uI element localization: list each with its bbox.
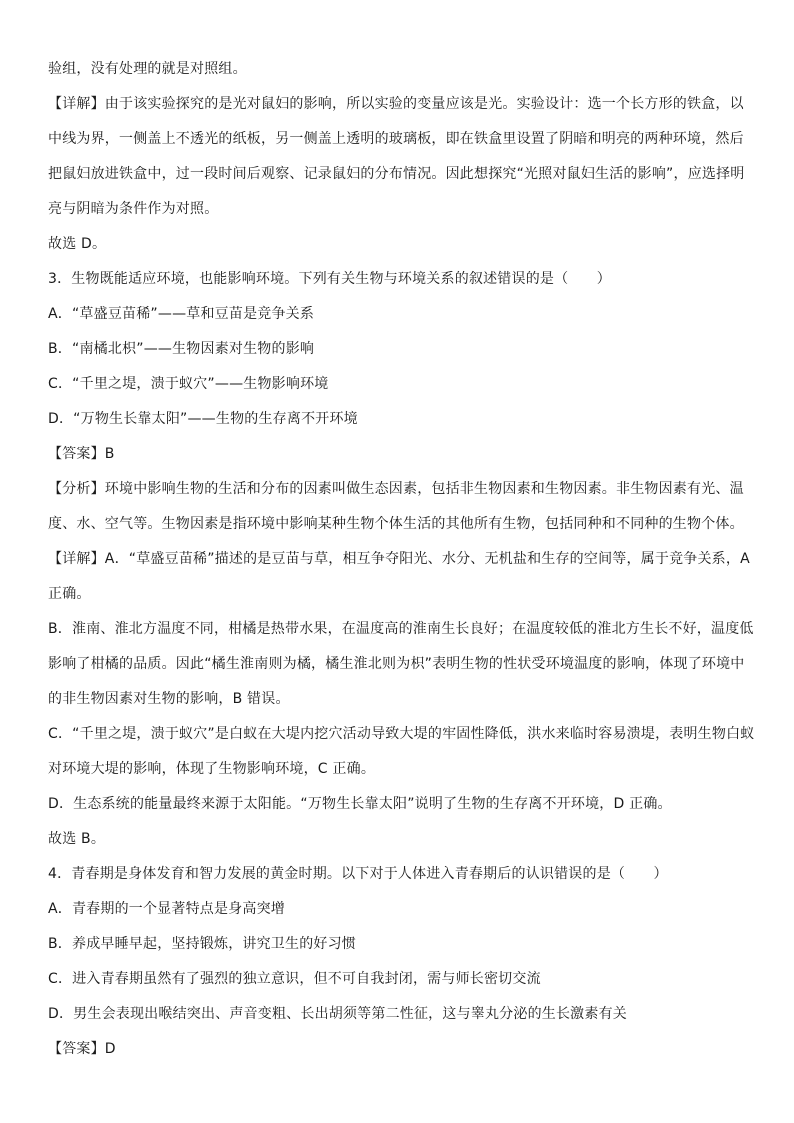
- text-line: 中线为界，一侧盖上不透光的纸板，另一侧盖上透明的玻璃板，即在铁盒里设置了阴暗和明亮的两种环境，然后: [48, 131, 744, 147]
- text-line: 验组，没有处理的就是对照组。: [48, 61, 247, 77]
- question-3-stem: 3．生物既能适应环境，也能影响环境。下列有关生物与环境关系的叙述错误的是（ ）: [48, 271, 611, 287]
- question-4-option-c: C．进入青春期虽然有了强烈的独立意识，但不可自我封闭，需与师长密切交流: [48, 971, 541, 987]
- text-line: C．“千里之堤，溃于蚁穴”是白蚁在大堤内挖穴活动导致大堤的牢固性降低，洪水来临时容易溃堤，表明生物白蚁: [48, 726, 755, 742]
- text-line: 度、水、空气等。生物因素是指环境中影响某种生物个体生活的其他所有生物，包括同种和不同种的生物个体。: [48, 516, 744, 532]
- text-line: 把鼠妇放进铁盒中，过一段时间后观察、记录鼠妇的分布情况。因此想探究“光照对鼠妇生活的影响”，应选择明: [48, 166, 745, 182]
- conclusion-line: 故选 B。: [48, 831, 106, 847]
- text-line: 正确。: [48, 586, 91, 602]
- text-line: 影响了柑橘的品质。因此“橘生淮南则为橘，橘生淮北则为枳”表明生物的性状受环境温度的影响，体现了环境中: [48, 656, 745, 672]
- question-4-option-b: B．养成早睡早起，坚持锻炼，讲究卫生的好习惯: [48, 936, 357, 952]
- text-line: 对环境大堤的影响，体现了生物影响环境，C 正确。: [48, 761, 376, 777]
- question-3-answer: 【答案】B: [48, 446, 115, 462]
- question-4-option-d: D．男生会表现出喉结突出、声音变粗、长出胡须等第二性征，这与睾丸分泌的生长激素有关: [48, 1006, 627, 1022]
- text-line: 的非生物因素对生物的影响，B 错误。: [48, 691, 290, 707]
- question-3-option-c: C．“千里之堤，溃于蚁穴”——生物影响环境: [48, 376, 329, 392]
- text-line: B．淮南、淮北方温度不同，柑橘是热带水果，在温度高的淮南生长良好；在温度较低的淮北方生长不好，温度低: [48, 621, 754, 637]
- question-4-option-a: A．青春期的一个显著特点是身高突增: [48, 901, 285, 917]
- question-4-answer: 【答案】D: [48, 1041, 116, 1057]
- question-3-option-a: A．“草盛豆苗稀”——草和豆苗是竞争关系: [48, 306, 315, 322]
- text-line: D．生态系统的能量最终来源于太阳能。“万物生长靠太阳”说明了生物的生存离不开环境，D 正确。: [48, 796, 672, 812]
- conclusion-line: 故选 D。: [48, 236, 107, 252]
- question-3-option-d: D．“万物生长靠太阳”——生物的生存离不开环境: [48, 411, 358, 427]
- explanation-line: 【详解】由于该实验探究的是光对鼠妇的影响，所以实验的变量应该是光。实验设计：选一个长方形的铁盒，以: [48, 96, 744, 112]
- question-4-stem: 4．青春期是身体发育和智力发展的黄金时期。以下对于人体进入青春期后的认识错误的是（ ）: [48, 866, 668, 882]
- analysis-line: 【分析】环境中影响生物的生活和分布的因素叫做生态因素，包括非生物因素和生物因素。非生物因素有光、温: [48, 481, 744, 497]
- text-line: 亮与阴暗为条件作为对照。: [48, 201, 219, 217]
- document-page: [48, 52, 755, 1067]
- question-3-option-b: B．“南橘北枳”——生物因素对生物的影响: [48, 341, 315, 357]
- explanation-line: 【详解】A．“草盛豆苗稀”描述的是豆苗与草，相互争夺阳光、水分、无机盐和生存的空间等，属于竞争关系，A: [48, 551, 750, 567]
